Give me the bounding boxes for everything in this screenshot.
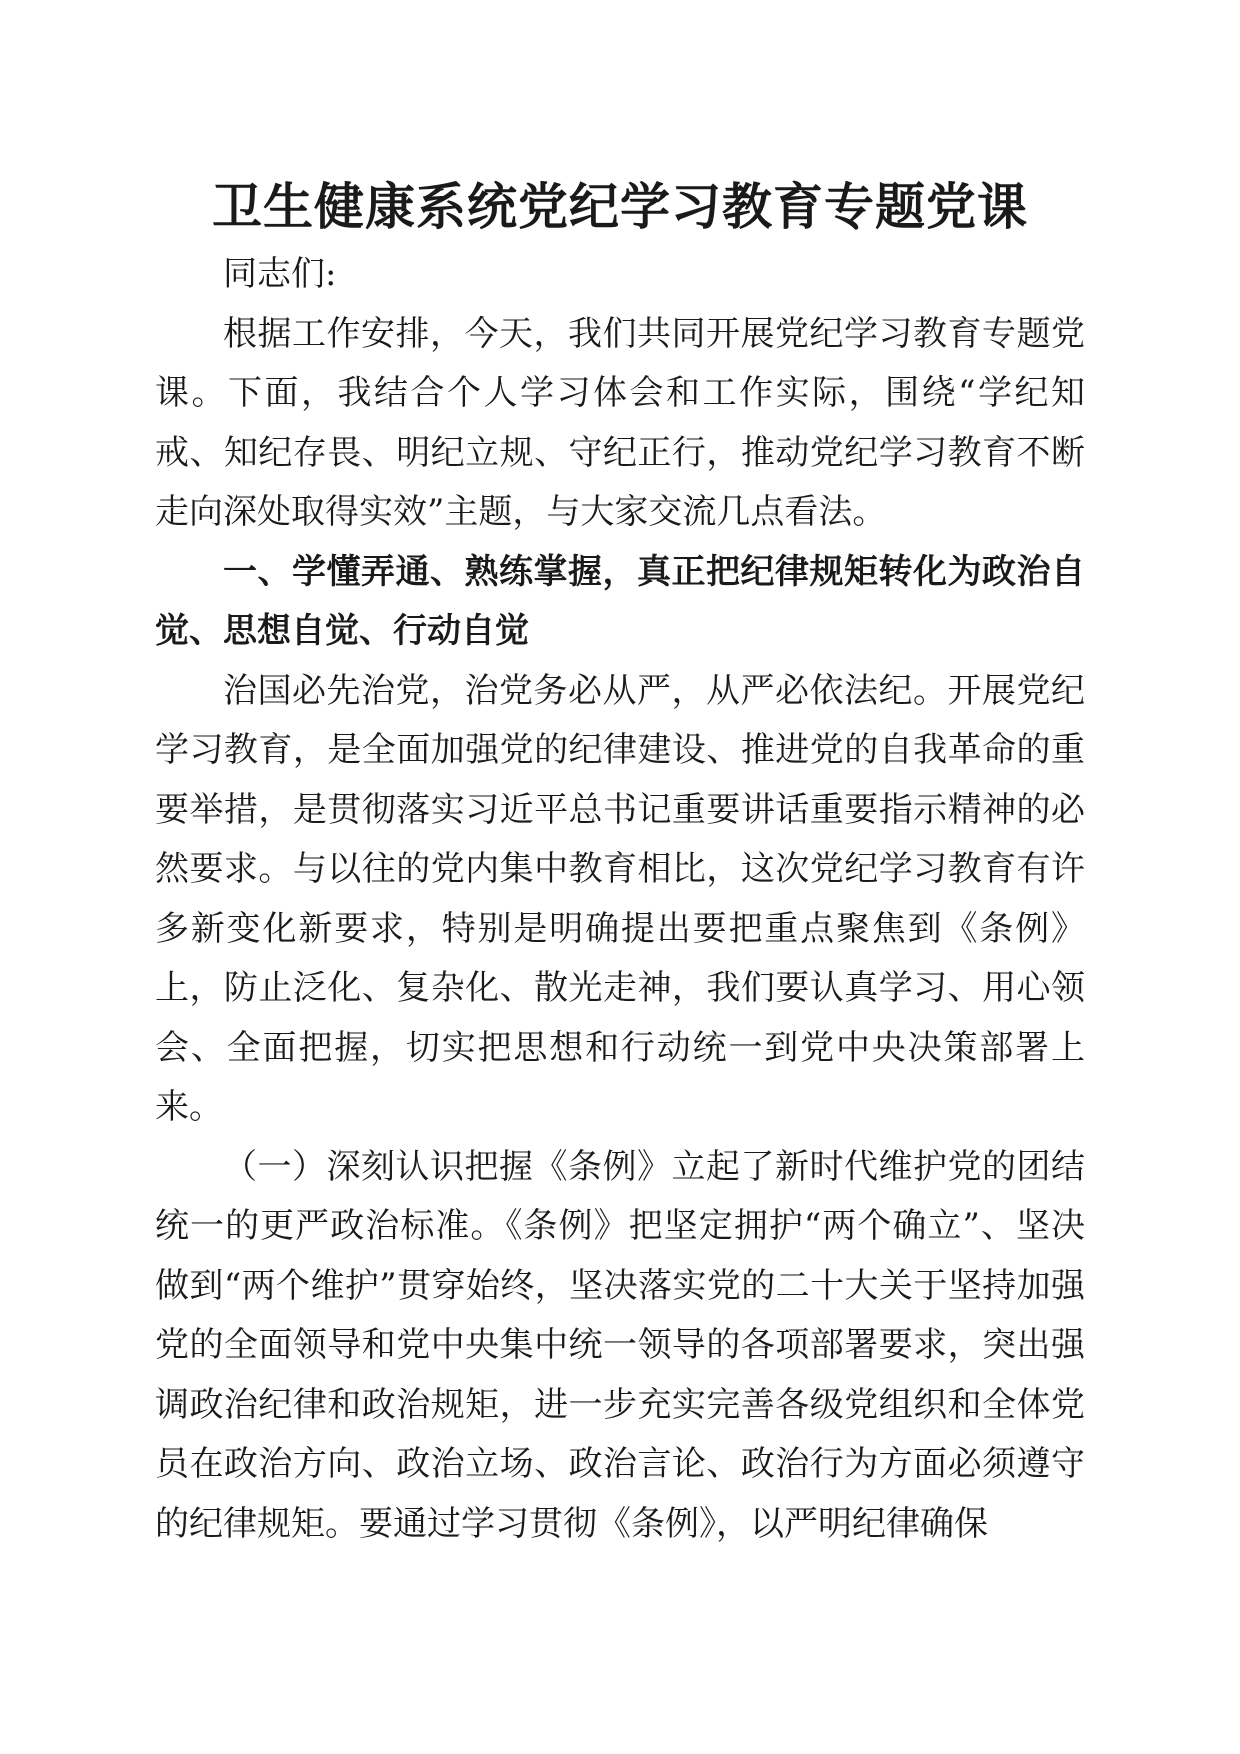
greeting: 同志们:	[223, 254, 337, 294]
section-heading-1: 一、学懂弄通、熟练掌握，真正把纪律规矩转化为政治自觉、思想自觉、行动自觉	[155, 551, 1085, 651]
document-body	[155, 245, 1085, 1554]
intro-paragraph: 根据工作安排，今天，我们共同开展党纪学习教育专题党课。下面，我结合个人学习体会和工作实际，围绕“学纪知戒、知纪存畏、明纪立规、守纪正行，推动党纪学习教育不断走向深处取得实效”主题，与大家交流几点看法。	[155, 313, 1085, 532]
subsection-paragraph-1: （一）深刻认识把握《条例》立起了新时代维护党的团结统一的更严政治标准。《条例》把坚定拥护“两个确立”、坚决做到“两个维护”贯穿始终，坚决落实党的二十大关于坚持加强党的全面领导和党中央集中统一领导的各项部署要求，突出强调政治纪律和政治规矩，进一步充实完善各级党组织和全体党员在政治方向、政治立场、政治言论、政治行为方面必须遵守的纪律规矩。要通过学习贯彻《条例》，以严明纪律确保	[155, 1146, 1085, 1544]
document-title: 卫生健康系统党纪学习教育专题党课	[212, 177, 1028, 236]
body-paragraph: 治国必先治党，治党务必从严，从严必依法纪。开展党纪学习教育，是全面加强党的纪律建设、推进党的自我革命的重要举措，是贯彻落实习近平总书记重要讲话重要指示精神的必然要求。与以往的党内集中教育相比，这次党纪学习教育有许多新变化新要求，特别是明确提出要把重点聚焦到《条例》上，防止泛化、复杂化、散光走神，我们要认真学习、用心领会、全面把握，切实把思想和行动统一到党中央决策部署上来。	[155, 670, 1085, 1127]
